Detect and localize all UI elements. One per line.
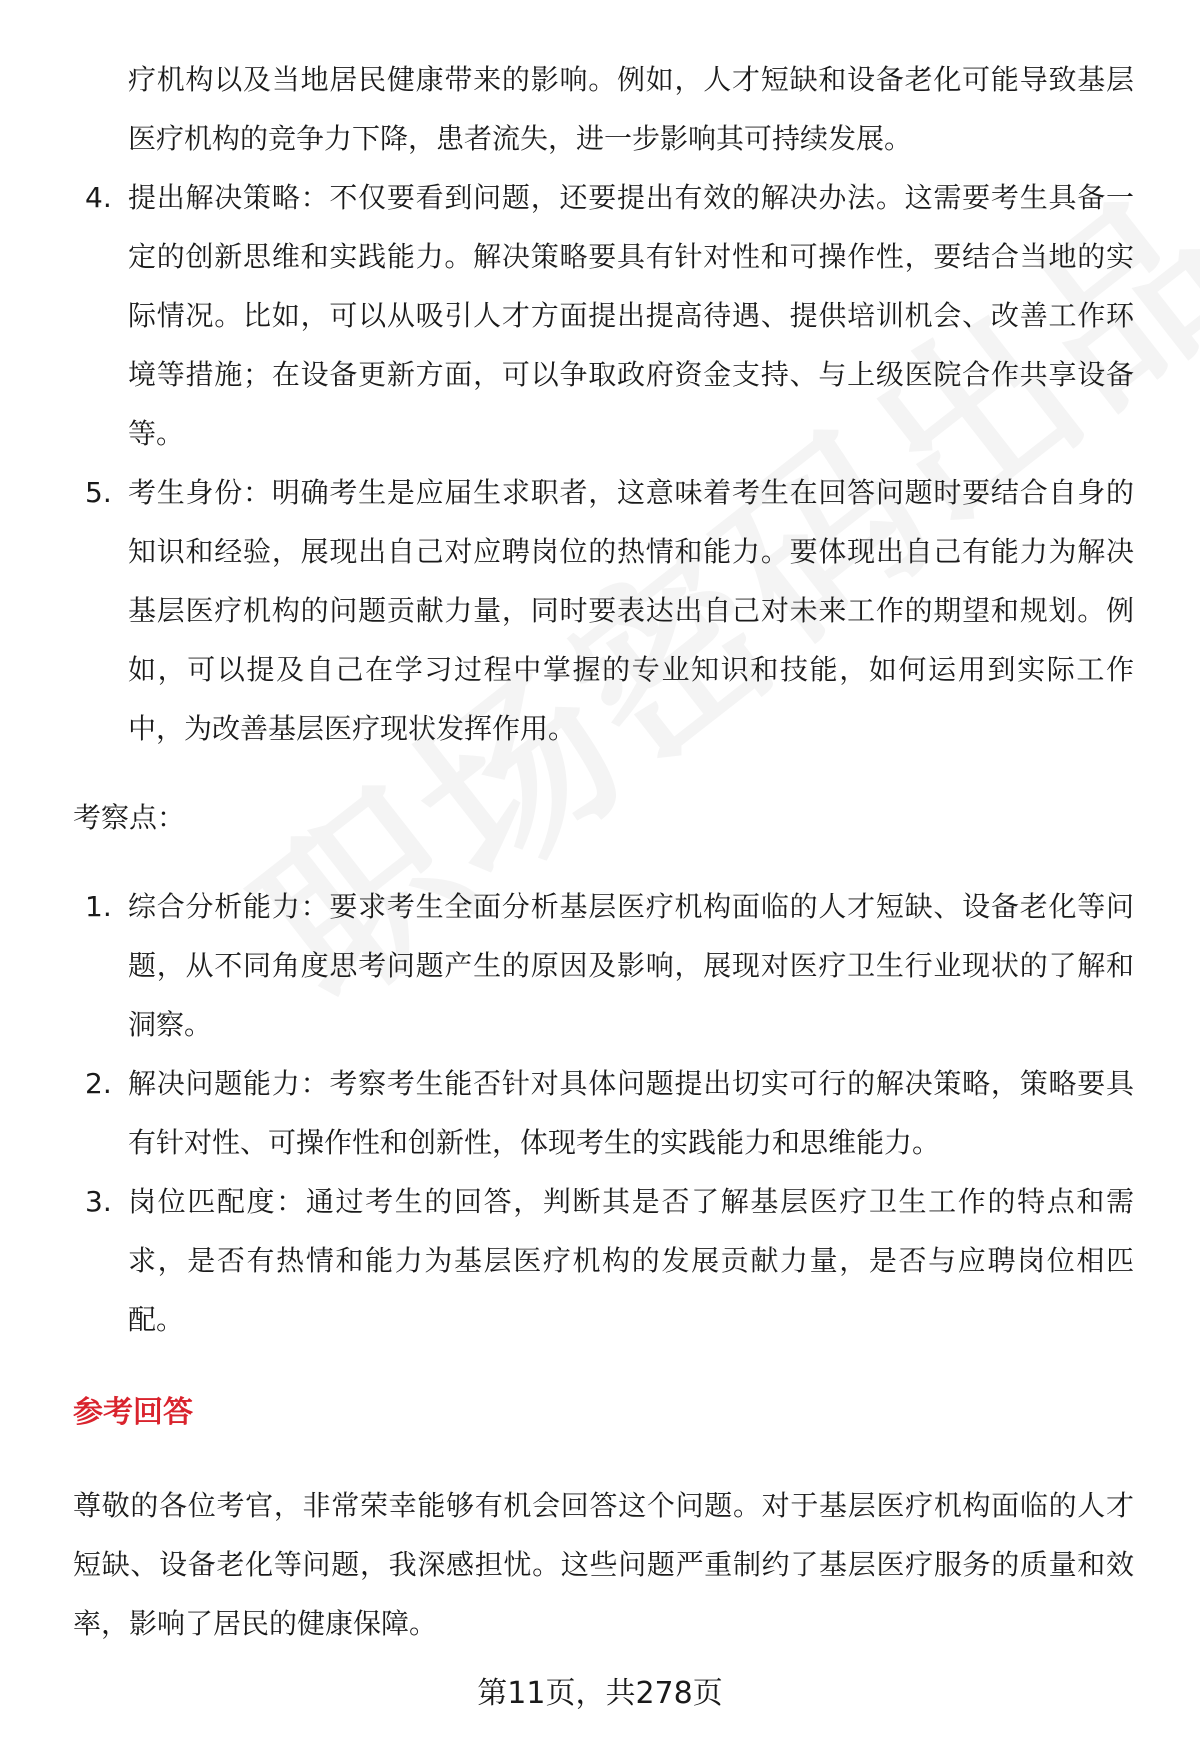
- list-item-number: 2.: [85, 1067, 112, 1100]
- assessment-points-list: [73, 877, 1134, 1349]
- list-item-number: 4.: [85, 181, 112, 214]
- list-item-text: 考生身份：明确考生是应届生求职者，这意味着考生在回答问题时要结合自身的知识和经验，展现出自己对应聘岗位的热情和能力。要体现出自己有能力为解决基层医疗机构的问题贡献力量，同时要表达出自己对未来工作的期望和规划。例如，可以提及自己在学习过程中掌握的专业知识和技能，如何运用到实际工作中，为改善基层医疗现状发挥作用。: [128, 476, 1134, 745]
- reference-answer-paragraph: 尊敬的各位考官，非常荣幸能够有机会回答这个问题。对于基层医疗机构面临的人才短缺、设备老化等问题，我深感担忧。这些问题严重制约了基层医疗服务的质量和效率，影响了居民的健康保障。: [73, 1489, 1134, 1640]
- list-item-text: 岗位匹配度：通过考生的回答，判断其是否了解基层医疗卫生工作的特点和需求，是否有热情和能力为基层医疗机构的发展贡献力量，是否与应聘岗位相匹配。: [128, 1185, 1134, 1336]
- list-item-text: 提出解决策略：不仅要看到问题，还要提出有效的解决办法。这需要考生具备一定的创新思维和实践能力。解决策略要具有针对性和可操作性，要结合当地的实际情况。比如，可以从吸引人才方面提出提高待遇、提供培训机会、改善工作环境等措施；在设备更新方面，可以争取政府资金支持、与上级医院合作共享设备等。: [128, 181, 1134, 450]
- list-item: [73, 463, 1134, 758]
- reference-answer-heading: 参考回答: [73, 1395, 193, 1430]
- page-number: 第11页，共278页: [477, 1676, 723, 1711]
- list-item: [73, 1054, 1134, 1172]
- continuation-paragraph: 疗机构以及当地居民健康带来的影响。例如，人才短缺和设备老化可能导致基层医疗机构的竞争力下降，患者流失，进一步影响其可持续发展。: [128, 63, 1134, 155]
- list-item-number: 3.: [85, 1185, 112, 1218]
- list-item: [73, 168, 1134, 463]
- list-item-text: 综合分析能力：要求考生全面分析基层医疗机构面临的人才短缺、设备老化等问题，从不同角度思考问题产生的原因及影响，展现对医疗卫生行业现状的了解和洞察。: [128, 890, 1134, 1041]
- list-item-number: 1.: [85, 890, 112, 923]
- list-item: [73, 877, 1134, 1054]
- list-item: [73, 1172, 1134, 1349]
- criteria-list-continued: [73, 168, 1134, 758]
- list-item-number: 5.: [85, 476, 112, 509]
- list-item-text: 解决问题能力：考察考生能否针对具体问题提出切实可行的解决策略，策略要具有针对性、可操作性和创新性，体现考生的实践能力和思维能力。: [128, 1067, 1134, 1159]
- assessment-points-label: 考察点：: [73, 801, 186, 834]
